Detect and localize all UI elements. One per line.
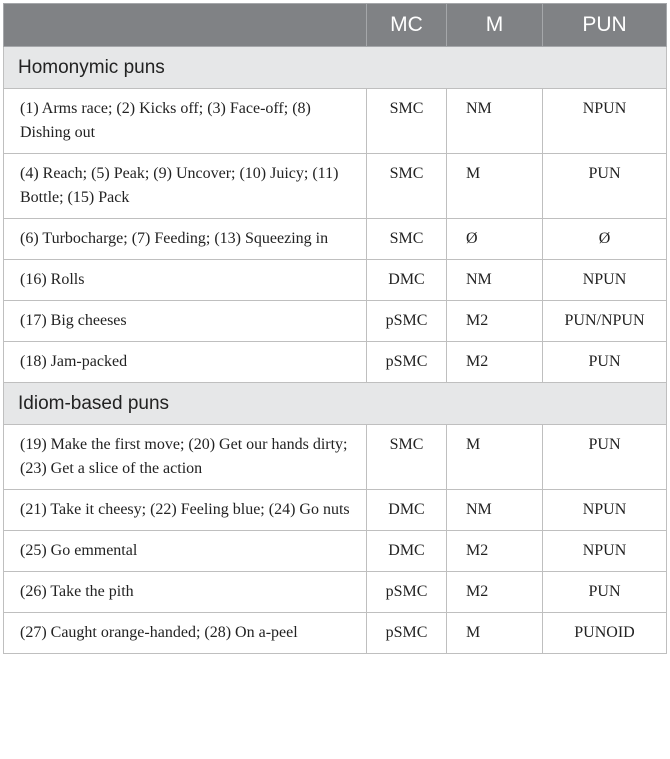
table-row (4, 154, 667, 219)
row-item: (1) Arms race; (2) Kicks off; (3) Face-off; (8) Dishing out (4, 89, 367, 154)
row-m: NM (447, 89, 543, 154)
row-mc: SMC (367, 425, 447, 490)
row-m: M (447, 613, 543, 654)
row-item: (16) Rolls (4, 260, 367, 301)
row-m: M2 (447, 301, 543, 342)
table-header-row (4, 4, 667, 47)
row-pun: PUN (543, 572, 667, 613)
row-item: (21) Take it cheesy; (22) Feeling blue; (24) Go nuts (4, 490, 367, 531)
row-m: M (447, 154, 543, 219)
row-item: (27) Caught orange-handed; (28) On a-peel (4, 613, 367, 654)
row-pun: Ø (543, 219, 667, 260)
row-pun: PUN (543, 425, 667, 490)
row-mc: DMC (367, 260, 447, 301)
row-pun: NPUN (543, 531, 667, 572)
section-row-homonymic (4, 47, 667, 89)
header-mc: MC (367, 4, 447, 47)
row-pun: PUN (543, 154, 667, 219)
row-m: M2 (447, 572, 543, 613)
row-item: (25) Go emmental (4, 531, 367, 572)
row-item: (19) Make the first move; (20) Get our hands dirty; (23) Get a slice of the action (4, 425, 367, 490)
row-item: (26) Take the pith (4, 572, 367, 613)
row-pun: NPUN (543, 89, 667, 154)
row-pun: PUN (543, 342, 667, 383)
row-item: (6) Turbocharge; (7) Feeding; (13) Squeezing in (4, 219, 367, 260)
table-row (4, 342, 667, 383)
pun-classification-table (3, 3, 667, 654)
header-item (4, 4, 367, 47)
row-mc: pSMC (367, 301, 447, 342)
row-m: Ø (447, 219, 543, 260)
table-row (4, 425, 667, 490)
row-m: M2 (447, 342, 543, 383)
table-row (4, 531, 667, 572)
row-m: M (447, 425, 543, 490)
section-title: Homonymic puns (4, 47, 667, 89)
row-mc: DMC (367, 490, 447, 531)
table-row (4, 490, 667, 531)
section-title: Idiom-based puns (4, 383, 667, 425)
table-row (4, 89, 667, 154)
header-pun: PUN (543, 4, 667, 47)
table-row (4, 572, 667, 613)
row-m: NM (447, 490, 543, 531)
table-row (4, 260, 667, 301)
row-mc: pSMC (367, 572, 447, 613)
table-row (4, 301, 667, 342)
table-row (4, 219, 667, 260)
section-row-idiom (4, 383, 667, 425)
row-mc: pSMC (367, 342, 447, 383)
row-pun: PUN/NPUN (543, 301, 667, 342)
row-mc: SMC (367, 89, 447, 154)
row-mc: pSMC (367, 613, 447, 654)
row-item: (4) Reach; (5) Peak; (9) Uncover; (10) Juicy; (11) Bottle; (15) Pack (4, 154, 367, 219)
row-mc: SMC (367, 219, 447, 260)
row-item: (17) Big cheeses (4, 301, 367, 342)
row-pun: NPUN (543, 260, 667, 301)
row-pun: PUNOID (543, 613, 667, 654)
row-item: (18) Jam-packed (4, 342, 367, 383)
row-m: NM (447, 260, 543, 301)
row-mc: SMC (367, 154, 447, 219)
header-m: M (447, 4, 543, 47)
table-row (4, 613, 667, 654)
row-mc: DMC (367, 531, 447, 572)
row-m: M2 (447, 531, 543, 572)
row-pun: NPUN (543, 490, 667, 531)
